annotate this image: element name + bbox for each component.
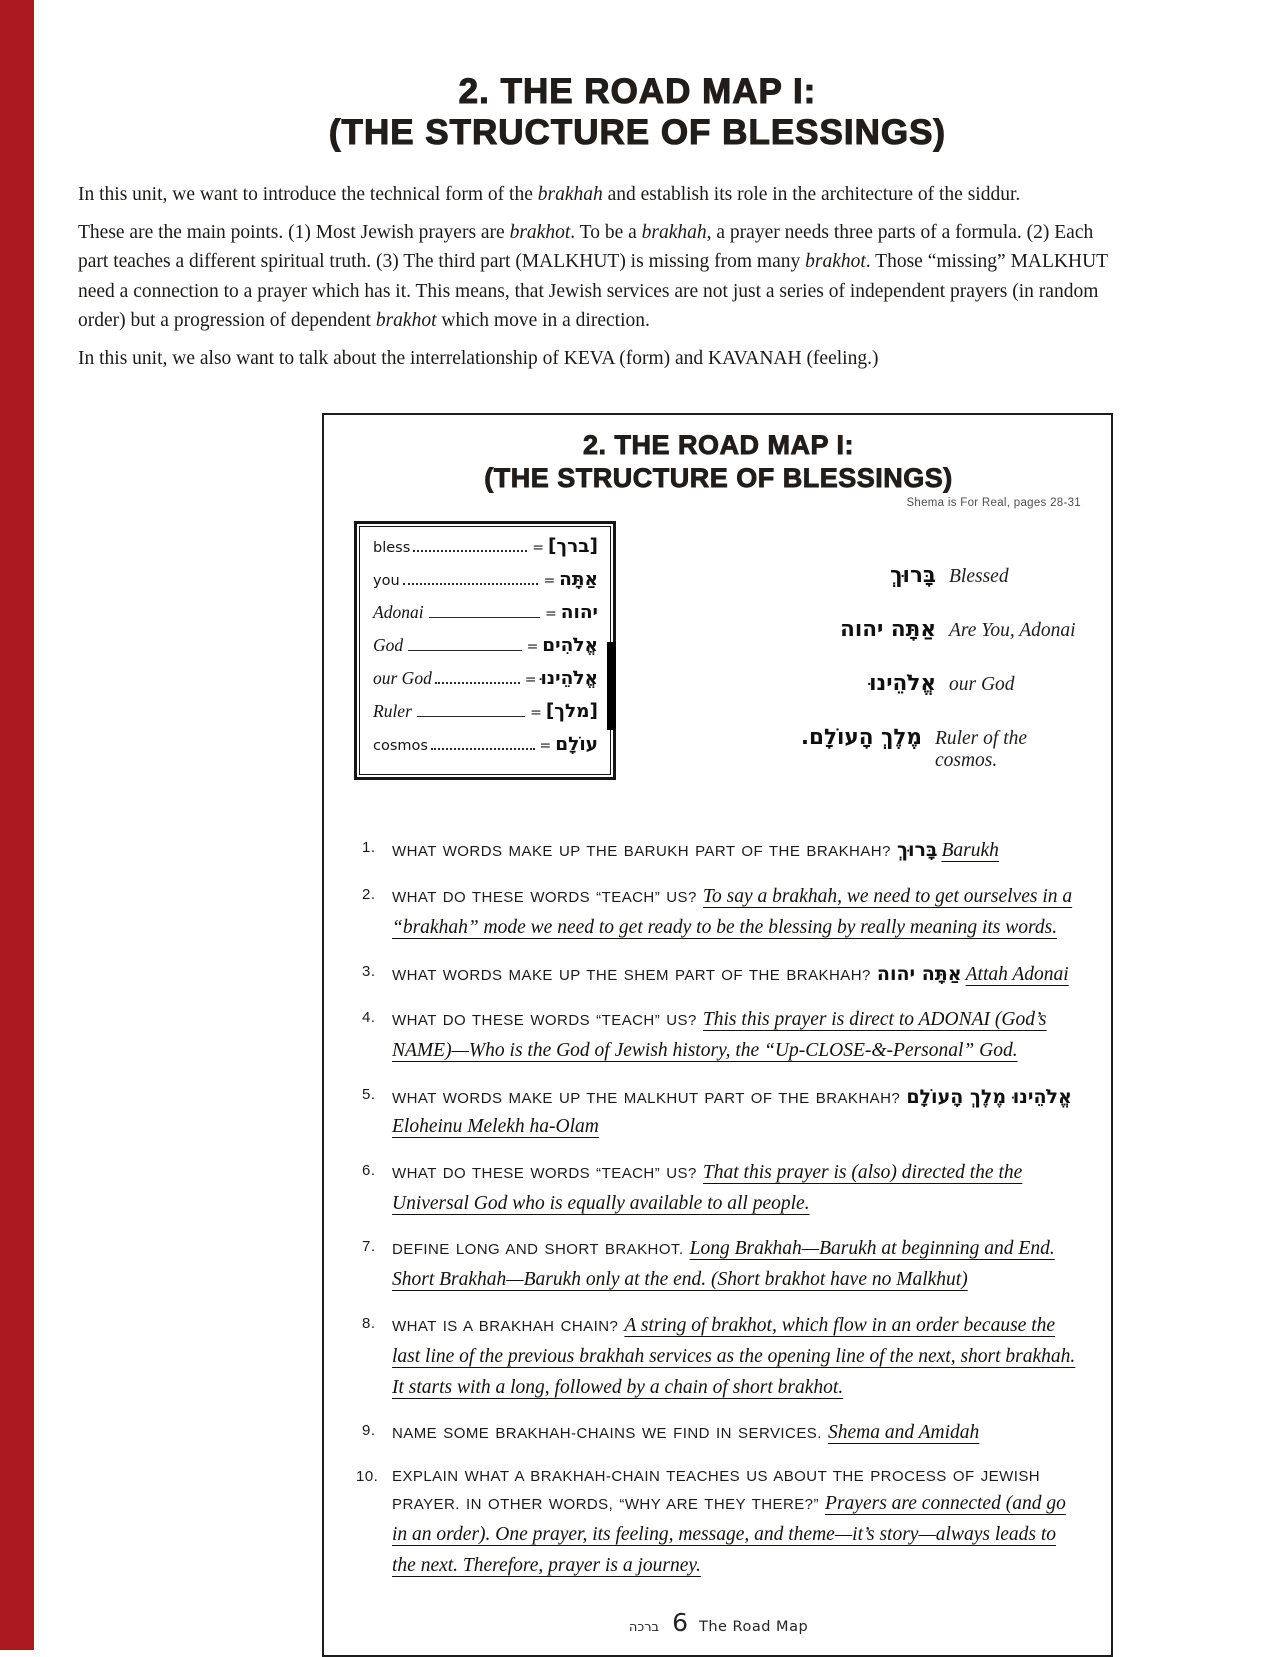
handwritten-answer: Long Brakhah—Barukh at beginning and End. Short Brakhah—Barukh only at the end. (Short brakhot have no Malkhut) <box>392 1238 1055 1291</box>
page-footer <box>354 1608 1083 1637</box>
page-title-line1: 2. THE ROAD MAP I: <box>458 72 817 111</box>
question-item <box>354 1234 1083 1296</box>
question-number: 7. <box>362 1238 376 1256</box>
equals-sign: = <box>545 606 557 623</box>
vocab-label: Ruler <box>373 701 412 722</box>
vocab-label: our God <box>373 668 432 689</box>
text-segment: In this unit, we also want to talk about the interrelationship of KEVA (form) and KAVANAH (feeling.) <box>78 348 879 370</box>
question-hebrew: אֱלֹהֵינוּ מֶלֶךְ הָעוֹלָם <box>906 1085 1072 1108</box>
vocab-row <box>373 536 598 569</box>
text-segment: which move in a direction. <box>436 309 650 331</box>
page-title <box>0 72 1275 154</box>
leader-line <box>435 682 520 684</box>
equals-sign: = <box>539 738 552 755</box>
worksheet-title-line1: 2. THE ROAD MAP I: <box>582 430 855 461</box>
vocab-label: you <box>373 573 400 590</box>
vocab-rows <box>359 526 611 775</box>
question-hebrew: בָּרוּךְ <box>896 839 938 862</box>
blessing-hebrew: אֱלֹהֵינוּ <box>869 671 936 697</box>
question-item <box>354 835 1083 867</box>
question-number: 5. <box>362 1085 376 1103</box>
question-item <box>354 1418 1083 1449</box>
worksheet-title <box>354 429 1083 494</box>
question-number: 9. <box>362 1422 376 1440</box>
question-item <box>354 882 1083 944</box>
vocab-label: God <box>373 635 404 656</box>
question-item <box>354 959 1083 991</box>
worksheet-box <box>322 413 1113 1656</box>
question-text: WHAT DO THESE WORDS “TEACH” US? <box>392 888 703 906</box>
question-number: 3. <box>362 962 376 980</box>
equals-sign: = <box>530 705 542 722</box>
question-item <box>354 1005 1083 1067</box>
blessing-hebrew: אַתָּה יהוה <box>840 617 936 643</box>
vocab-box <box>354 521 616 780</box>
vocab-row <box>373 734 598 767</box>
question-hebrew: אַתָּה יהוה <box>876 962 962 985</box>
handwritten-answer: Attah Adonai <box>965 963 1069 985</box>
footer-text: The Road Map <box>698 1618 809 1635</box>
intro-paragraph <box>78 218 1115 335</box>
vocab-row <box>373 635 598 668</box>
leader-line <box>431 748 535 750</box>
vocab-label: cosmos <box>373 738 428 755</box>
question-item <box>354 1158 1083 1220</box>
text-segment: In this unit, we want to introduce the technical form of the <box>78 183 538 205</box>
question-number: 1. <box>362 839 376 857</box>
intro-paragraphs <box>78 180 1115 374</box>
questions-list <box>354 835 1083 1582</box>
text-segment: . To be a <box>570 222 642 244</box>
vocab-label: Adonai <box>373 602 424 623</box>
question-number: 2. <box>362 885 376 903</box>
footer-hebrew: ברכה <box>628 1619 660 1635</box>
footer-page-number: 6 <box>672 1607 688 1637</box>
vocab-hebrew: עוֹלָם <box>555 734 598 756</box>
ink-smudge <box>607 642 616 730</box>
equals-sign: = <box>526 639 539 656</box>
blessing-english: Blessed <box>949 566 1009 588</box>
question-text: EXPLAIN WHAT A BRAKHAH-CHAIN TEACHES US ABOUT THE PROCESS OF JEWISH PRAYER. IN OTHER WORDS, “WHY ARE THEY THERE?” <box>392 1468 1041 1514</box>
text-segment: , a prayer needs three parts of a formula. (2) Each part teaches a different spiritual truth. (3) The third part (MALKHUT) is missing from many <box>78 222 1094 273</box>
source-note: Shema is For Real, pages 28-31 <box>906 497 1081 510</box>
question-number: 10. <box>356 1468 379 1486</box>
vocab-hebrew: אַתָּה <box>559 569 598 591</box>
vocab-row <box>373 569 598 602</box>
blessing-english: Ruler of the cosmos. <box>934 728 1028 772</box>
vocab-label: bless <box>373 540 411 557</box>
handwritten-answer: Shema and Amidah <box>827 1422 980 1444</box>
vocab-hebrew: אֱלֹהִים <box>542 635 598 657</box>
vocab-and-blessing-section <box>354 521 1083 801</box>
vocab-hebrew: [ברך] <box>547 536 598 558</box>
vocab-row <box>373 668 598 701</box>
leader-line <box>429 617 540 618</box>
leader-line <box>403 583 539 585</box>
question-number: 8. <box>362 1314 376 1332</box>
text-segment: brakhot <box>805 251 866 273</box>
blessing-line <box>736 563 1083 588</box>
handwritten-answer: This this prayer is direct to ADONAI (God’s NAME)—Who is the God of Jewish history, the “Up-CLOSE-&-Personal” God. <box>392 1009 1047 1062</box>
question-item <box>354 1464 1083 1582</box>
blessing-hebrew: בָּרוּךְ <box>890 563 936 589</box>
blessing-english: Are You, Adonai <box>949 620 1076 642</box>
handwritten-answer: Eloheinu Melekh ha-Olam <box>392 1115 599 1137</box>
handwritten-answer: To say a brakhah, we need to get ourselves in a “brakhah” mode we need to get ready to be the blessing by really meaning its words. <box>392 885 1073 938</box>
intro-paragraph <box>78 180 1115 209</box>
question-text: WHAT DO THESE WORDS “TEACH” US? <box>392 1164 703 1182</box>
vocab-hebrew: [מלך] <box>545 701 598 723</box>
intro-paragraph <box>78 344 1115 373</box>
blessing-hebrew: מֶלֶךְ הָעוֹלָם. <box>800 725 922 751</box>
question-text: WHAT DO THESE WORDS “TEACH” US? <box>392 1012 703 1030</box>
vocab-row <box>373 602 598 635</box>
handwritten-answer: That this prayer is (also) directed the the Universal God who is equally available to all people. <box>392 1161 1023 1214</box>
leader-line <box>413 550 527 552</box>
blessing-lines <box>736 521 1083 801</box>
vocab-hebrew: יהוה <box>560 602 598 624</box>
question-text: WHAT IS A BRAKHAH CHAIN? <box>392 1317 625 1335</box>
question-text: DEFINE LONG AND SHORT BRAKHOT. <box>392 1241 690 1259</box>
text-segment: brakhah <box>641 222 707 244</box>
text-segment: and establish its role in the architecture of the siddur. <box>602 183 1021 205</box>
question-text: WHAT WORDS MAKE UP THE BARUKH PART OF THE BRAKHAH? <box>392 843 897 861</box>
blessing-line <box>736 725 1083 772</box>
handwritten-answer: A string of brakhot, which flow in an order because the last line of the previous brakhah services as the opening line of the next, short brakhah. It starts with a long, followed by a chain of short brakhot. <box>392 1314 1076 1398</box>
blessing-english: our God <box>949 674 1015 696</box>
equals-sign: = <box>532 540 544 557</box>
leader-line <box>417 716 525 717</box>
text-segment: brakhot <box>509 222 571 244</box>
question-number: 6. <box>362 1161 376 1179</box>
vocab-row <box>373 701 598 734</box>
leader-line <box>408 650 521 651</box>
equals-sign: = <box>543 573 556 590</box>
question-text: NAME SOME BRAKHAH-CHAINS WE FIND IN SERVICES. <box>392 1425 828 1443</box>
handwritten-answer: Barukh <box>941 840 999 862</box>
vocab-hebrew: אֱלֹהֵינוּ <box>540 668 598 690</box>
text-segment: . Those “missing” MALKHUT need a connection to a prayer which has it. This means, that Jewish services are not just a series of independent prayers (in random order) but a progression of dependent <box>78 251 1108 331</box>
text-segment: brakhot <box>375 309 437 331</box>
blessing-line <box>736 617 1083 642</box>
question-number: 4. <box>362 1009 376 1027</box>
text-segment: brakhah <box>537 183 603 205</box>
question-item <box>354 1311 1083 1403</box>
text-segment: These are the main points. (1) Most Jewish prayers are <box>78 222 510 244</box>
page-title-line2: (THE STRUCTURE OF BLESSINGS) <box>328 112 947 152</box>
blessing-line <box>736 671 1083 696</box>
worksheet-title-line2: (THE STRUCTURE OF BLESSINGS) <box>484 462 953 493</box>
question-item <box>354 1082 1083 1143</box>
equals-sign: = <box>524 672 537 689</box>
handwritten-answer: Prayers are connected (and go in an order). One prayer, its feeling, message, and theme—it’s story—always leads to the next. Therefore, prayer is a journey. <box>392 1493 1066 1576</box>
question-text: WHAT WORDS MAKE UP THE SHEM PART OF THE BRAKHAH? <box>392 966 877 984</box>
question-text: WHAT WORDS MAKE UP THE MALKHUT PART OF THE BRAKHAH? <box>392 1089 907 1107</box>
